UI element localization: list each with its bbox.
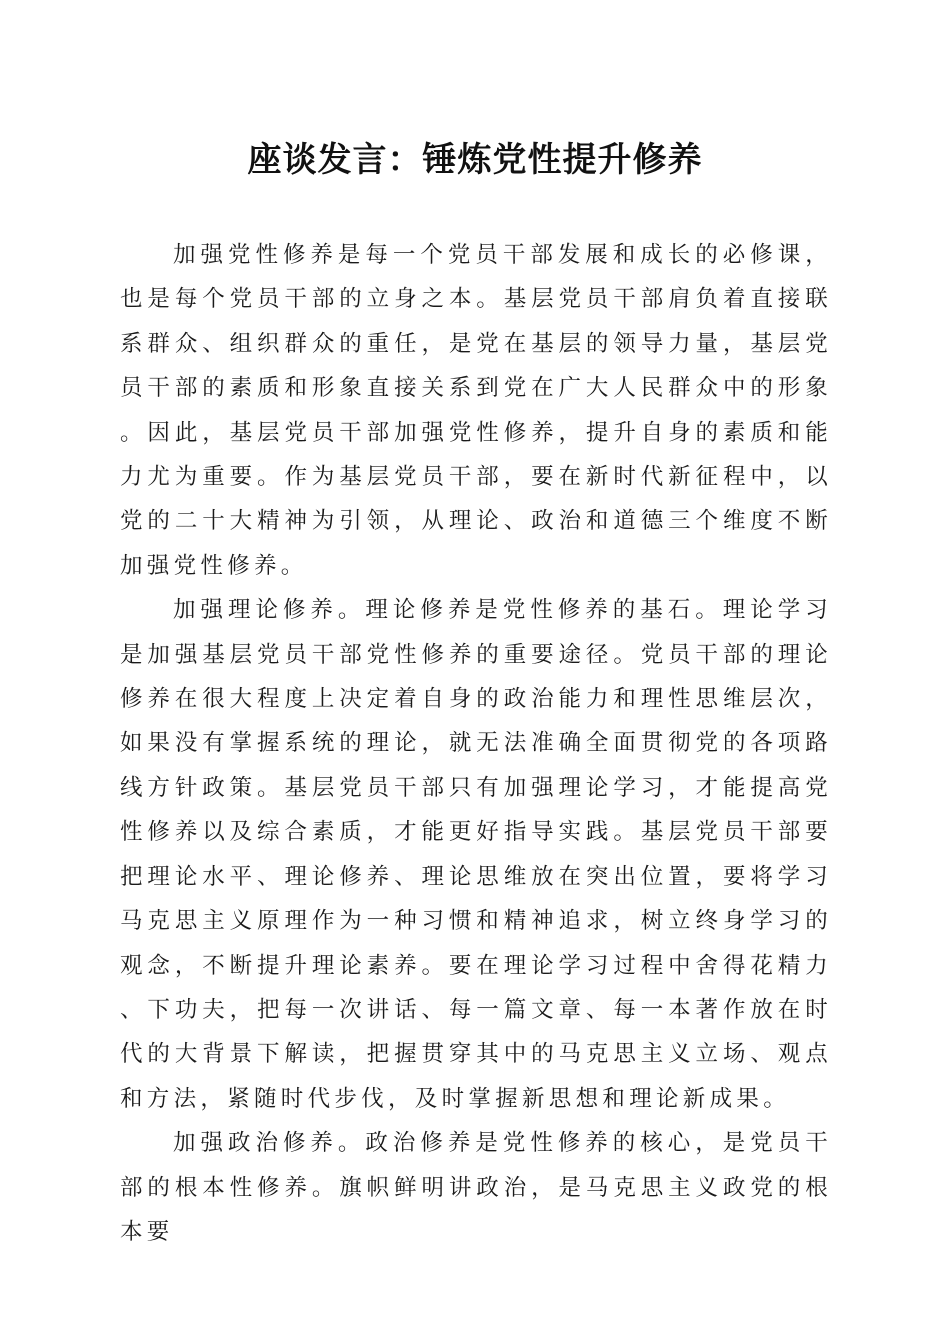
paragraph-intro: 加强党性修养是每一个党员干部发展和成长的必修课，也是每个党员干部的立身之本。基层党员干部肩负着直接联系群众、组织群众的重任，是党在基层的领导力量，基层党员干部的素质和形象直接关系到党在广大人民群众中的形象。因此，基层党员干部加强党性修养，提升自身的素质和能力尤为重要。作为基层党员干部，要在新时代新征程中，以党的二十大精神为引领，从理论、政治和道德三个维度不断加强党性修养。 [120,242,832,579]
paragraph-theory: 加强理论修养。理论修养是党性修养的基石。理论学习是加强基层党员干部党性修养的重要途径。党员干部的理论修养在很大程度上决定着自身的政治能力和理性思维层次，如果没有掌握系统的理论，就无法准确全面贯彻党的各项路线方针政策。基层党员干部只有加强理论学习，才能提高党性修养以及综合素质，才能更好指导实践。基层党员干部要把理论水平、理论修养、理论思维放在突出位置，要将学习马克思主义原理作为一种习惯和精神追求，树立终身学习的观念，不断提升理论素养。要在理论学习过程中舍得花精力、下功夫，把每一次讲话、每一篇文章、每一本著作放在时代的大背景下解读，把握贯穿其中的马克思主义立场、观点和方法，紧随时代步伐，及时掌握新思想和理论新成果。 [120,597,832,1112]
document-body [120,233,832,1254]
document-title: 座谈发言：锤炼党性提升修养 [247,140,703,180]
paragraph-politics: 加强政治修养。政治修养是党性修养的核心，是党员干部的根本性修养。旗帜鲜明讲政治，是马克思主义政党的根本要 [120,1130,832,1245]
